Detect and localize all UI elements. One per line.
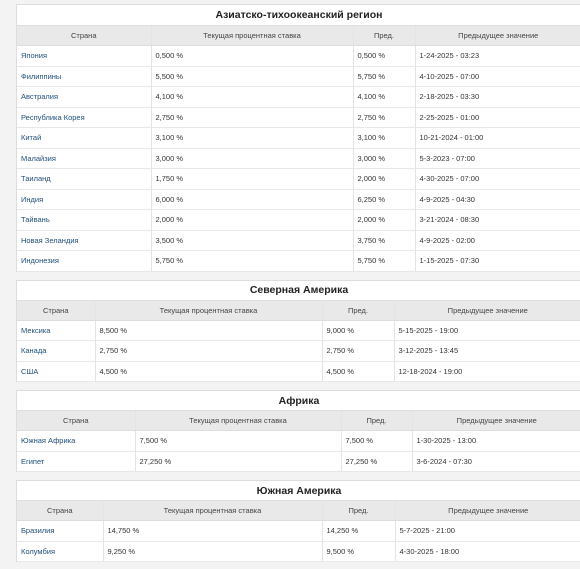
prev-date: 1-15-2025 - 07:30 (415, 251, 580, 272)
region-title: Южная Америка (17, 480, 580, 500)
header-prev[interactable]: Пред. (322, 300, 394, 320)
prev-date: 1-24-2025 - 03:23 (415, 46, 580, 67)
table-row (17, 230, 580, 251)
country-link[interactable]: Египет (17, 451, 135, 472)
current-rate: 0,500 % (151, 46, 353, 67)
current-rate: 9,250 % (103, 541, 322, 562)
country-link[interactable]: Австралия (17, 87, 151, 108)
country-link[interactable]: Индия (17, 189, 151, 210)
rates-table (17, 25, 580, 272)
country-link[interactable]: Южная Африка (17, 431, 135, 452)
prev-rate: 7,500 % (341, 431, 412, 452)
prev-rate: 14,250 % (322, 521, 395, 542)
header-prev-value[interactable]: Предыдущее значение (395, 501, 580, 521)
prev-date: 4-9-2025 - 04:30 (415, 189, 580, 210)
country-link[interactable]: Республика Корея (17, 107, 151, 128)
country-link[interactable]: США (17, 361, 95, 382)
country-link[interactable]: Бразилия (17, 521, 103, 542)
table-row (17, 451, 580, 472)
table-header-row (17, 26, 580, 46)
prev-date: 4-30-2025 - 07:00 (415, 169, 580, 190)
region-title: Африка (17, 390, 580, 410)
prev-rate: 9,500 % (322, 541, 395, 562)
prev-rate: 27,250 % (341, 451, 412, 472)
header-current-rate[interactable]: Текущая процентная ставка (95, 300, 322, 320)
country-link[interactable]: Филиппины (17, 66, 151, 87)
prev-rate: 4,500 % (322, 361, 394, 382)
header-prev[interactable]: Пред. (322, 501, 395, 521)
table-row (17, 251, 580, 272)
country-link[interactable]: Канада (17, 341, 95, 362)
table-row (17, 541, 580, 562)
current-rate: 1,750 % (151, 169, 353, 190)
country-link[interactable]: Таиланд (17, 169, 151, 190)
country-link[interactable]: Мексика (17, 320, 95, 341)
prev-date: 5-7-2025 - 21:00 (395, 521, 580, 542)
region-title: Азиатско-тихоокеанский регион (17, 4, 580, 25)
current-rate: 7,500 % (135, 431, 341, 452)
table-row (17, 66, 580, 87)
region-asia-pacific (16, 4, 580, 272)
table-row (17, 320, 580, 341)
prev-rate: 2,750 % (322, 341, 394, 362)
current-rate: 4,100 % (151, 87, 353, 108)
table-row (17, 107, 580, 128)
country-link[interactable]: Индонезия (17, 251, 151, 272)
table-row (17, 46, 580, 67)
header-prev-value[interactable]: Предыдущее значение (415, 26, 580, 46)
prev-rate: 2,000 % (353, 210, 415, 231)
prev-rate: 4,100 % (353, 87, 415, 108)
region-africa (16, 390, 580, 472)
table-row (17, 148, 580, 169)
current-rate: 2,750 % (95, 341, 322, 362)
country-link[interactable]: Тайвань (17, 210, 151, 231)
current-rate: 3,500 % (151, 230, 353, 251)
header-country[interactable]: Страна (17, 411, 135, 431)
header-country[interactable]: Страна (17, 300, 95, 320)
prev-date: 2-25-2025 - 01:00 (415, 107, 580, 128)
section-gap (0, 382, 580, 390)
region-north-america (16, 280, 580, 383)
table-header-row (17, 411, 580, 431)
current-rate: 5,750 % (151, 251, 353, 272)
prev-date: 2-18-2025 - 03:30 (415, 87, 580, 108)
prev-date: 3-21-2024 - 08:30 (415, 210, 580, 231)
prev-date: 4-9-2025 - 02:00 (415, 230, 580, 251)
table-row (17, 169, 580, 190)
table-row (17, 361, 580, 382)
prev-date: 5-3-2023 - 07:00 (415, 148, 580, 169)
table-row (17, 128, 580, 149)
prev-rate: 5,750 % (353, 251, 415, 272)
table-row (17, 210, 580, 231)
prev-date: 3-6-2024 - 07:30 (412, 451, 580, 472)
current-rate: 5,500 % (151, 66, 353, 87)
prev-date: 1-30-2025 - 13:00 (412, 431, 580, 452)
prev-rate: 3,750 % (353, 230, 415, 251)
section-gap (0, 472, 580, 480)
prev-rate: 2,750 % (353, 107, 415, 128)
table-row (17, 189, 580, 210)
table-row (17, 87, 580, 108)
prev-rate: 9,000 % (322, 320, 394, 341)
prev-rate: 2,000 % (353, 169, 415, 190)
prev-rate: 0,500 % (353, 46, 415, 67)
prev-date: 4-10-2025 - 07:00 (415, 66, 580, 87)
prev-date: 3-12-2025 - 13:45 (394, 341, 580, 362)
rates-table (17, 500, 580, 562)
header-current-rate[interactable]: Текущая процентная ставка (151, 26, 353, 46)
rates-table (17, 410, 580, 472)
section-gap (0, 272, 580, 280)
country-link[interactable]: Колумбия (17, 541, 103, 562)
current-rate: 14,750 % (103, 521, 322, 542)
header-current-rate[interactable]: Текущая процентная ставка (103, 501, 322, 521)
country-link[interactable]: Китай (17, 128, 151, 149)
current-rate: 3,100 % (151, 128, 353, 149)
header-country[interactable]: Страна (17, 26, 151, 46)
prev-date: 5-15-2025 - 19:00 (394, 320, 580, 341)
current-rate: 4,500 % (95, 361, 322, 382)
country-link[interactable]: Япония (17, 46, 151, 67)
country-link[interactable]: Малайзия (17, 148, 151, 169)
prev-date: 10-21-2024 - 01:00 (415, 128, 580, 149)
prev-date: 12-18-2024 - 19:00 (394, 361, 580, 382)
header-prev-value[interactable]: Предыдущее значение (412, 411, 580, 431)
table-header-row (17, 501, 580, 521)
region-title: Северная Америка (17, 280, 580, 300)
header-prev[interactable]: Пред. (341, 411, 412, 431)
table-row (17, 521, 580, 542)
country-link[interactable]: Новая Зеландия (17, 230, 151, 251)
table-header-row (17, 300, 580, 320)
current-rate: 2,000 % (151, 210, 353, 231)
current-rate: 2,750 % (151, 107, 353, 128)
region-south-america (16, 480, 580, 562)
table-row (17, 431, 580, 452)
header-current-rate[interactable]: Текущая процентная ставка (135, 411, 341, 431)
prev-date: 4-30-2025 - 18:00 (395, 541, 580, 562)
current-rate: 3,000 % (151, 148, 353, 169)
current-rate: 6,000 % (151, 189, 353, 210)
table-row (17, 341, 580, 362)
current-rate: 27,250 % (135, 451, 341, 472)
prev-rate: 5,750 % (353, 66, 415, 87)
header-country[interactable]: Страна (17, 501, 103, 521)
header-prev[interactable]: Пред. (353, 26, 415, 46)
prev-rate: 3,100 % (353, 128, 415, 149)
header-prev-value[interactable]: Предыдущее значение (394, 300, 580, 320)
prev-rate: 3,000 % (353, 148, 415, 169)
current-rate: 8,500 % (95, 320, 322, 341)
rates-table (17, 300, 580, 383)
prev-rate: 6,250 % (353, 189, 415, 210)
